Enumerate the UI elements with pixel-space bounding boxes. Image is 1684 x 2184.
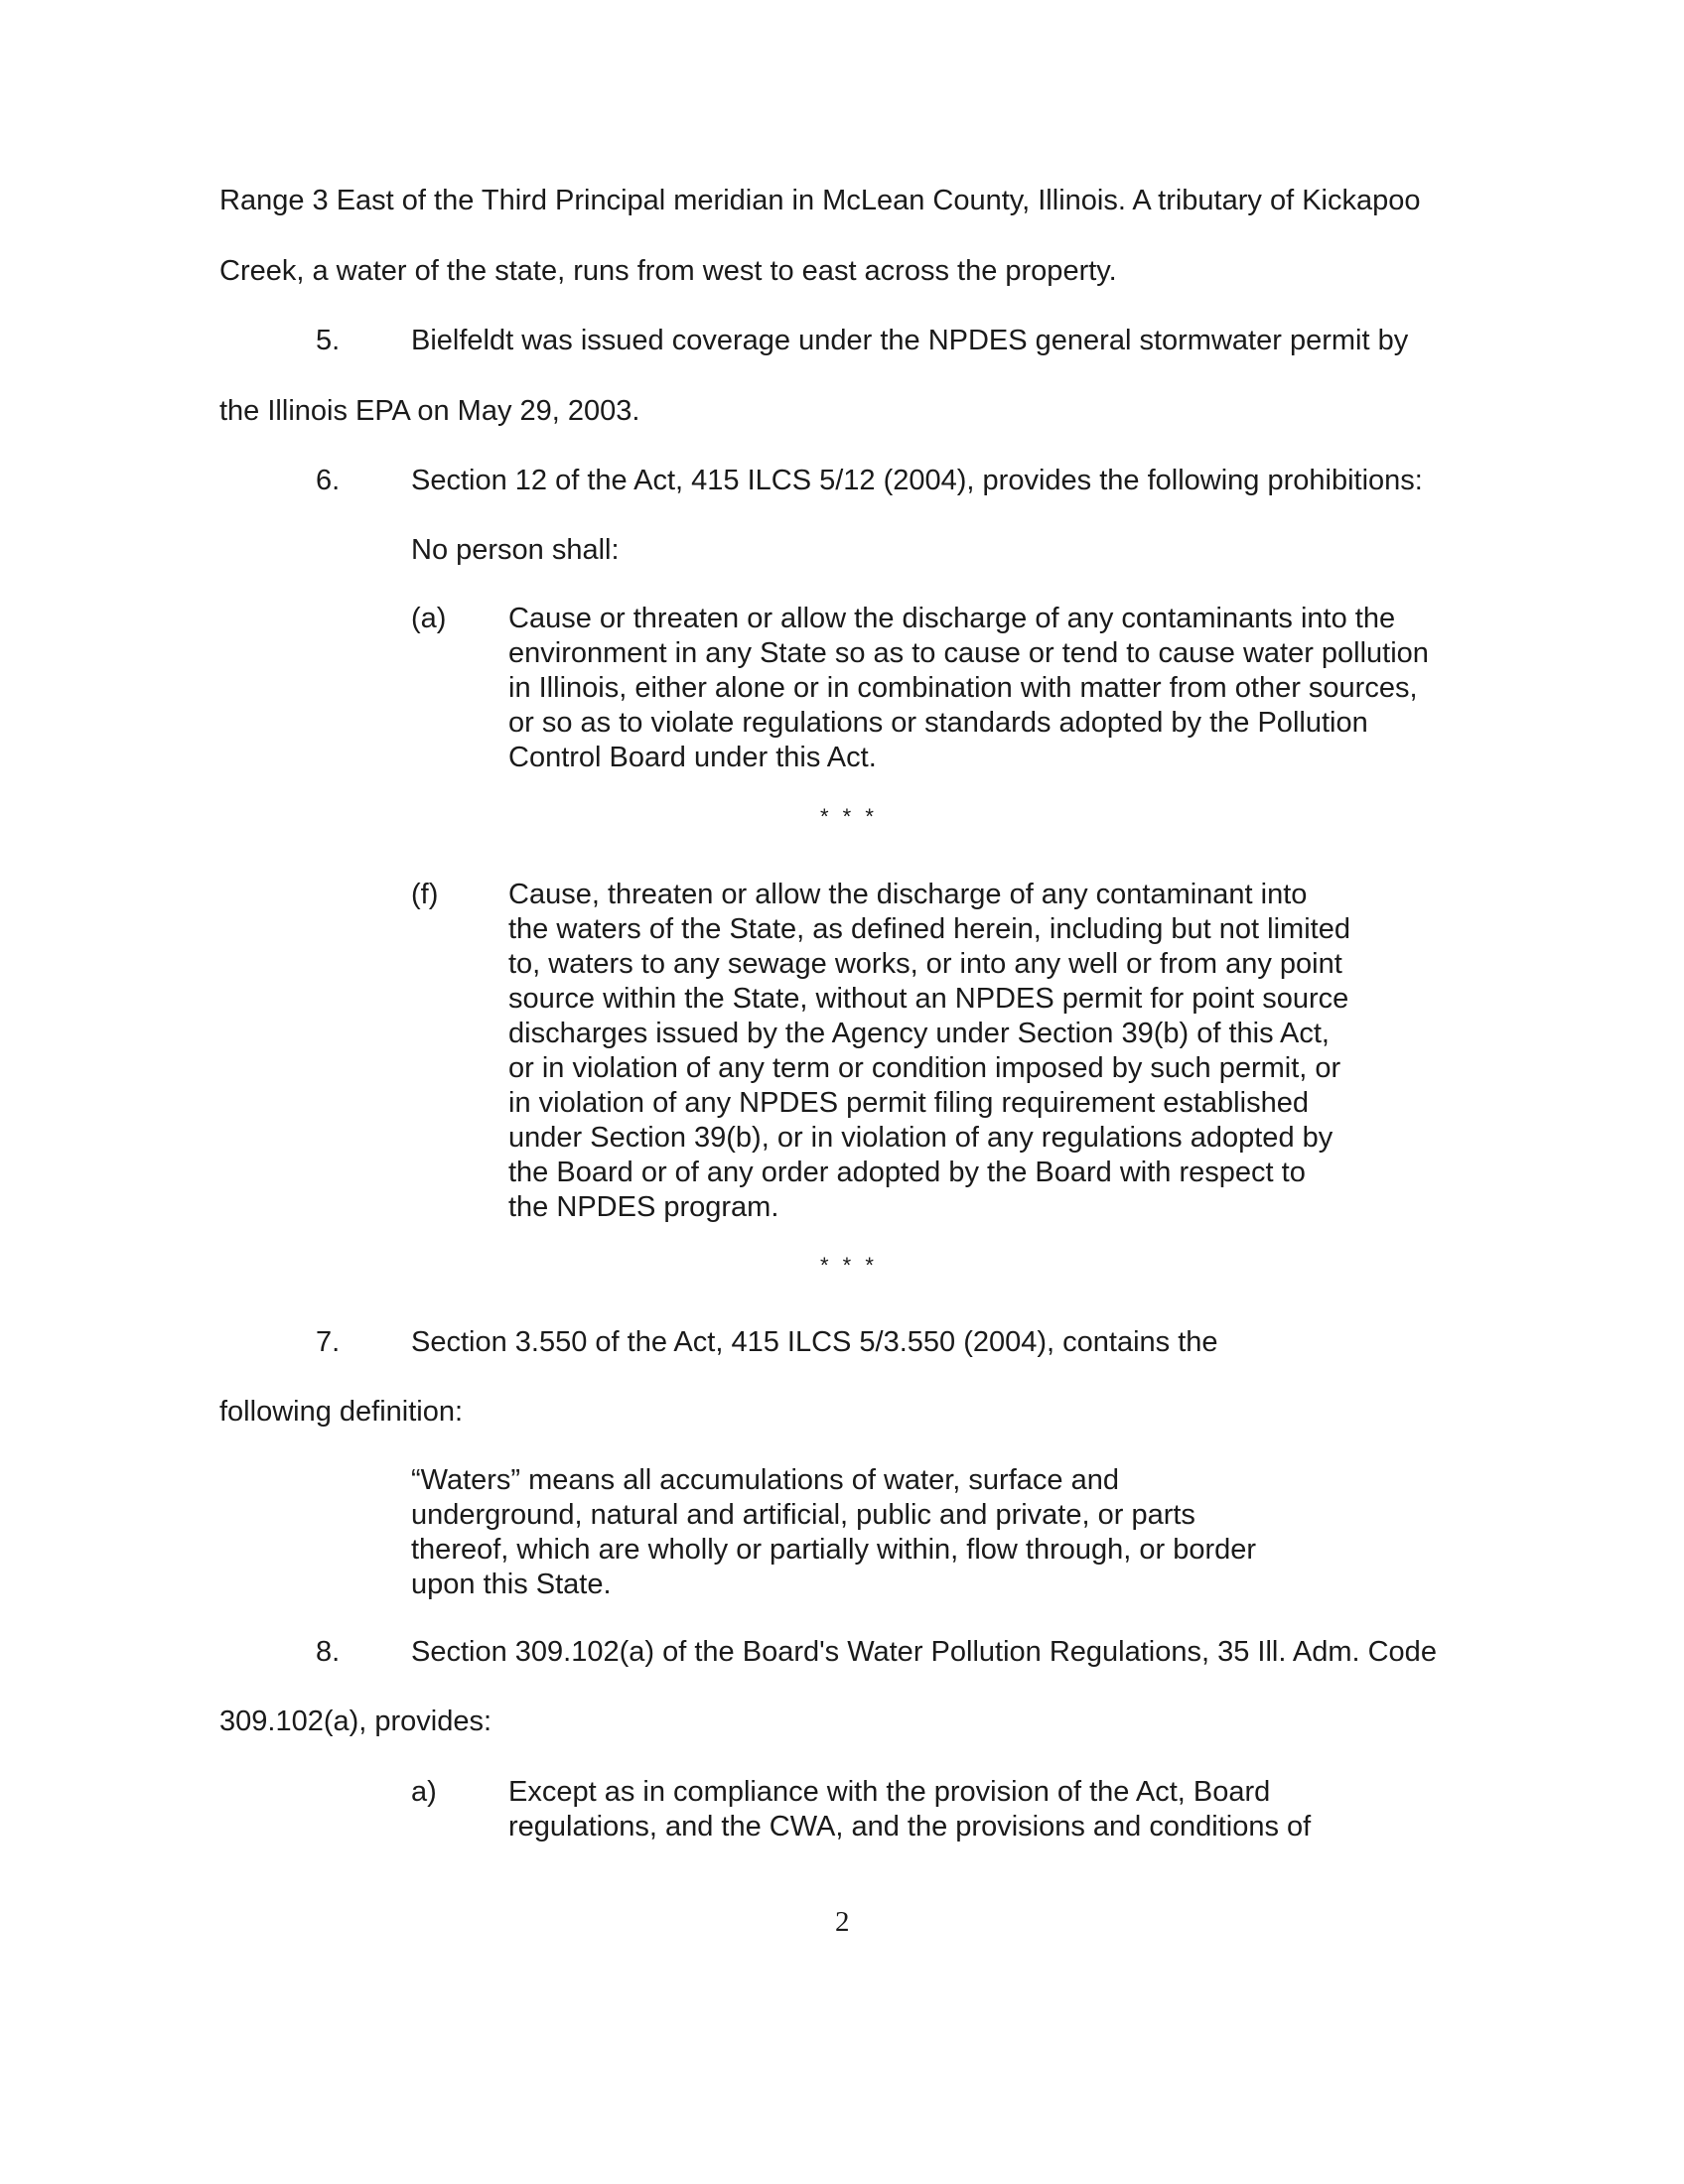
para8-line-2: 309.102(a), provides: (219, 1706, 492, 1737)
para7-quote-line: thereof, which are wholly or partially within, flow through, or border (411, 1534, 1257, 1566)
para7-quote-line: “Waters” means all accumulations of water, surface and (411, 1464, 1119, 1496)
ellipsis-stars-2: * * * (820, 1253, 878, 1278)
para6-item-f-line: the NPDES program. (508, 1191, 779, 1223)
para8-item-a-line: Except as in compliance with the provision of the Act, Board (508, 1776, 1271, 1808)
para6-item-a-line: or so as to violate regulations or standards adopted by the Pollution (508, 707, 1368, 739)
para5-line-1: Bielfeldt was issued coverage under the NPDES general stormwater permit by (411, 325, 1409, 356)
para6-item-a-line: Control Board under this Act. (508, 742, 877, 773)
para6-line-1: Section 12 of the Act, 415 ILCS 5/12 (2004), provides the following prohibitions: (411, 465, 1423, 496)
para6-item-a-label: (a) (411, 603, 447, 634)
para8-item-a-text (508, 1775, 1311, 1844)
para6-item-f-line: the waters of the State, as defined herein, including but not limited (508, 913, 1350, 945)
para7-line-1: Section 3.550 of the Act, 415 ILCS 5/3.550 (2004), contains the (411, 1326, 1218, 1358)
para6-item-f-line: in violation of any NPDES permit filing requirement established (508, 1087, 1309, 1119)
para6-item-f-label: (f) (411, 879, 439, 910)
para6-item-f-text (508, 878, 1350, 1225)
para6-item-a-text (508, 602, 1429, 775)
para6-item-f-line: Cause, threaten or allow the discharge of any contaminant into (508, 879, 1308, 910)
para6-item-a-line: Cause or threaten or allow the discharge of any contaminants into the (508, 603, 1396, 634)
para6-item-f-line: source within the State, without an NPDES permit for point source (508, 983, 1349, 1015)
para7-quote-line: upon this State. (411, 1569, 612, 1600)
continuation-line-1: Range 3 East of the Third Principal meridian in McLean County, Illinois. A tributary of Kickapoo (219, 185, 1421, 216)
para6-item-f-line: the Board or of any order adopted by the Board with respect to (508, 1157, 1306, 1188)
para5-line-2: the Illinois EPA on May 29, 2003. (219, 395, 640, 427)
para6-item-a-line: in Illinois, either alone or in combination with matter from other sources, (508, 672, 1418, 704)
para6-number: 6. (316, 465, 341, 496)
para7-number: 7. (316, 1326, 341, 1358)
para8-number: 8. (316, 1636, 341, 1668)
para7-quote (411, 1463, 1256, 1602)
ellipsis-stars-1: * * * (820, 804, 878, 829)
para6-item-f-line: to, waters to any sewage works, or into any well or from any point (508, 948, 1342, 980)
para8-item-a-line: regulations, and the CWA, and the provisions and conditions of (508, 1811, 1312, 1843)
para8-line-1: Section 309.102(a) of the Board's Water Pollution Regulations, 35 Ill. Adm. Code (411, 1636, 1437, 1668)
para6-item-a-line: environment in any State so as to cause or tend to cause water pollution (508, 637, 1429, 669)
page-number: 2 (835, 1906, 850, 1938)
para6-item-f-line: under Section 39(b), or in violation of any regulations adopted by (508, 1122, 1333, 1154)
para8-item-a-label: a) (411, 1776, 437, 1808)
para7-quote-line: underground, natural and artificial, public and private, or parts (411, 1499, 1195, 1531)
para7-line-2: following definition: (219, 1396, 464, 1428)
para6-intro: No person shall: (411, 534, 620, 566)
para6-item-f-line: discharges issued by the Agency under Section 39(b) of this Act, (508, 1018, 1330, 1049)
para5-number: 5. (316, 325, 341, 356)
para6-item-f-line: or in violation of any term or condition imposed by such permit, or (508, 1052, 1341, 1084)
continuation-line-2: Creek, a water of the state, runs from west to east across the property. (219, 255, 1117, 287)
